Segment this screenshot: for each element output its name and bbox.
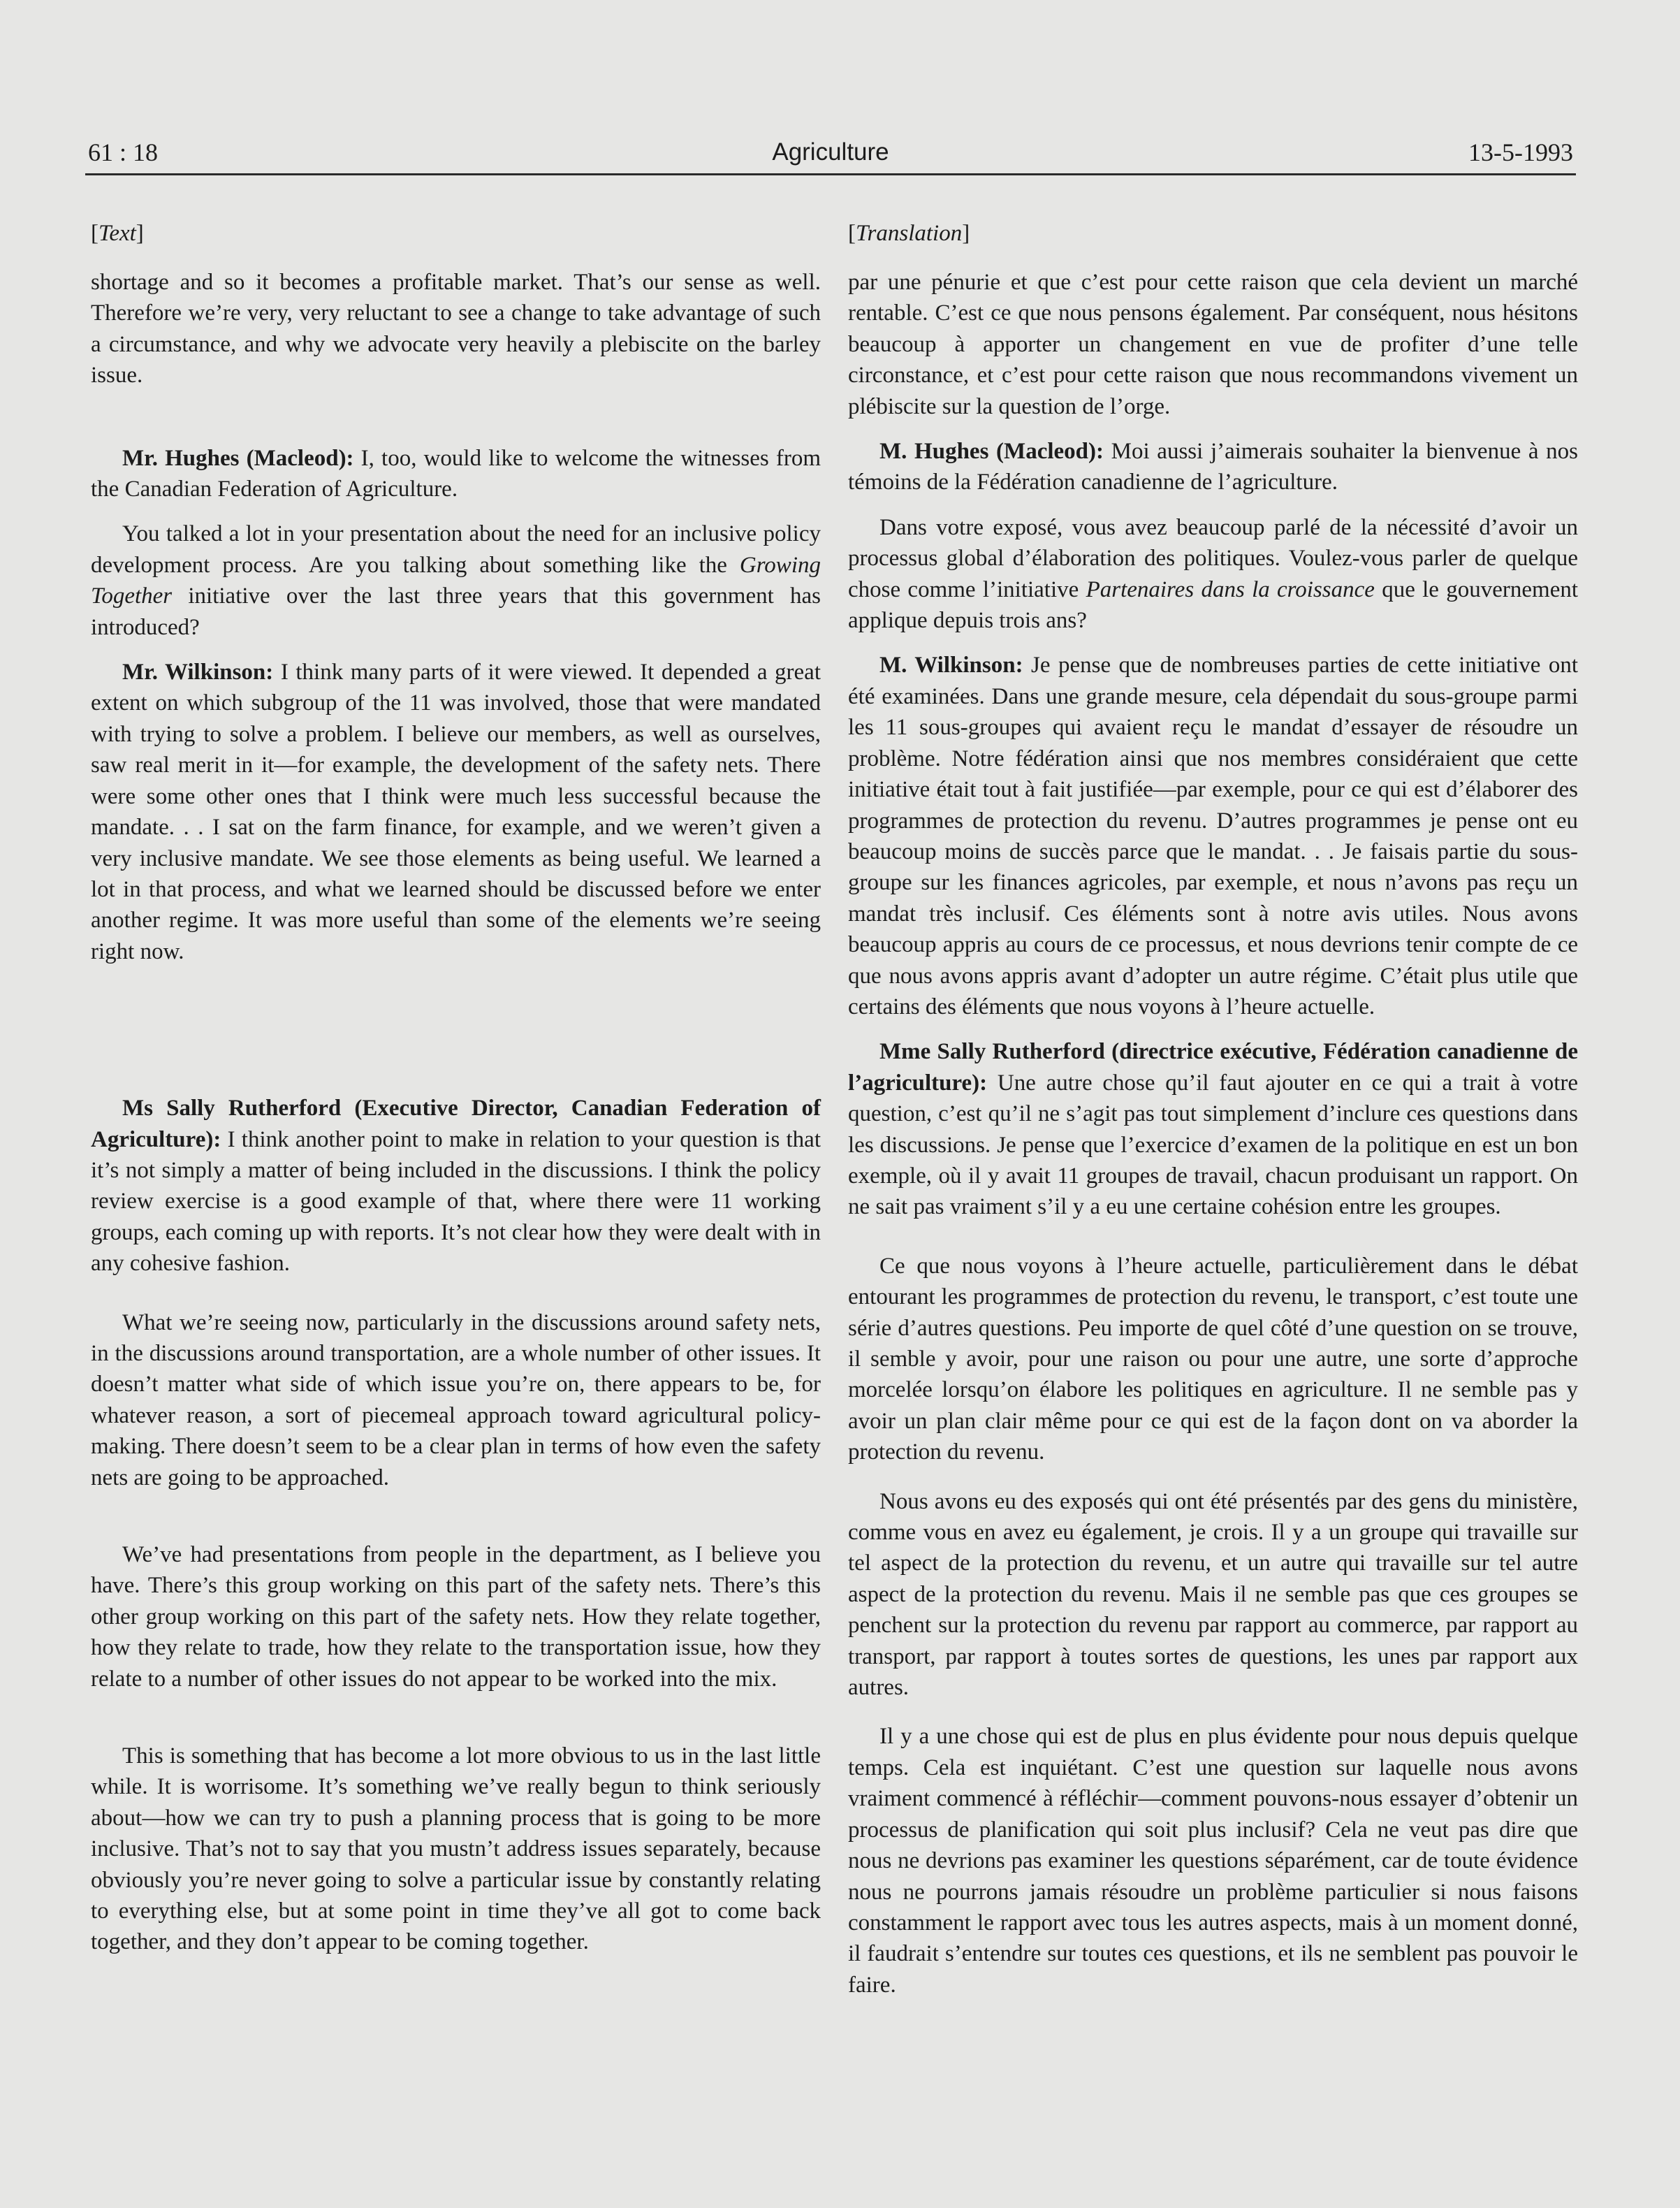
paragraph: par une pénurie et que c’est pour cette raison que cela devient un marché rentable. C’est ce que nous pensons également. Par conséquent, nous hésitons beaucoup à apporter un changement en vue de profiter d’une telle circonstance, et c’est pour cette raison que nous recommandons vivement un plébiscite sur la question de l’orge. xyxy=(848,270,1578,419)
text-tag: [Text] xyxy=(91,221,144,246)
speaker-paragraph: Mme Sally Rutherford (directrice exécutive, Fédération canadienne de l’agriculture): Une autre chose qu’il faut ajouter en ce qui a trait à votre question, c’est qu’il ne s’agit pas tout simplement d’inclure ces questions dans les discussions. Je pense que l’exercice d’examen de la politique en est un bon exemple, où il y avait 11 groupes de travail, chacun produisant un rapport. On ne sait pas vraiment s’il y a eu une certaine cohésion entre les groupes. xyxy=(848,1039,1578,1220)
initiative-title: Partenaires dans la croissance xyxy=(1086,576,1375,602)
session-date: 13-5-1993 xyxy=(1468,138,1573,166)
speaker-name: Mme Sally Rutherford (directrice exécutive, Fédération canadienne de l’agriculture): xyxy=(848,1039,1578,1096)
speaker-paragraph: Mr. Wilkinson: I think many parts of it were viewed. It depended a great extent on which subgroup of the 11 was involved, those that were mandated with trying to solve a problem. I believe our members, as well as ourselves, saw real merit in it—for example, the development of the safety nets. There were some other ones that I think were much less successful because the mandate. . . I sat on the farm finance, for example, and we weren’t given a very inclusive mandate. We see those elements as being useful. We learned a lot in that process, and what we learned should be discussed before we enter another regime. It was more useful than some of the elements we’re seeing right now. xyxy=(91,660,821,964)
paragraph: Ce que nous voyons à l’heure actuelle, particulièrement dans le débat entourant les programmes de protection du revenu, le transport, c’est toute une série d’autres questions. Peu importe de quel côté d’une question on se trouve, il semble y avoir, pour une raison ou pour une autre, une sorte d’approche morcelée lorsqu’on élabore les politiques en agriculture. Il ne semble pas y avoir un plan clair même pour ce qui est de la façon dont on va aborder la protection du revenu. xyxy=(848,1253,1578,1465)
speaker-name: M. Wilkinson: xyxy=(879,653,1023,678)
running-title: Agriculture xyxy=(772,138,889,166)
speaker-name: Mr. Wilkinson: xyxy=(122,660,274,685)
paragraph: Nous avons eu des exposés qui ont été présentés par des gens du ministère, comme vous en avez eu également, je crois. Il y a un groupe qui travaille sur tel aspect de la protection du revenu, et un autre qui travaille sur tel autre aspect de la protection du revenu. Mais il ne semble pas que ces groupes se penchent sur la protection du revenu par rapport au commerce, par rapport au transport, par rapport à toutes sortes de questions, les unes par rapport aux autres. xyxy=(848,1488,1578,1701)
speaker-name: Ms Sally Rutherford (Executive Director, Canadian Federation of Agriculture): xyxy=(91,1096,821,1152)
french-column xyxy=(848,218,1578,2000)
paragraph: We’ve had presentations from people in the department, as I believe you have. There’s this group working on this part of the safety nets. There’s this other group working on this part of the safety nets. How they relate together, how they relate to trade, how they relate to the transportation issue, how they relate to a number of other issues do not appear to be worked into the mix. xyxy=(91,1542,821,1692)
paragraph: shortage and so it becomes a profitable market. That’s our sense as well. Therefore we’re very, very reluctant to see a change to take advantage of such a circumstance, and why we advocate very heavily a plebiscite on the barley issue. xyxy=(91,270,821,388)
speaker-paragraph: Mr. Hughes (Macleod): I, too, would like to welcome the witnesses from the Canadian Federation of Agriculture. xyxy=(91,445,821,502)
speaker-paragraph: M. Hughes (Macleod): Moi aussi j’aimerais souhaiter la bienvenue à nos témoins de la Fédération canadienne de l’agriculture. xyxy=(848,439,1578,495)
speaker-name: Mr. Hughes (Macleod): xyxy=(122,445,354,471)
page-number: 61 : 18 xyxy=(88,138,159,166)
paragraph: You talked a lot in your presentation about the need for an inclusive policy development process. Are you talking about something like the Growing Together initiative over the last three years that this government has introduced? xyxy=(91,521,821,640)
translation-tag: [Translation] xyxy=(848,221,970,246)
page-header xyxy=(85,137,1576,175)
speaker-paragraph: M. Wilkinson: Je pense que de nombreuses parties de cette initiative ont été examinées. Dans une grande mesure, cela dépendait du sous-groupe parmi les 11 sous-groupes qui avaient reçu le mandat d’essayer de résoudre un problème. Notre fédération ainsi que nos membres considéraient que cette initiative était tout à fait justifiée—par exemple, pour ce qui est d’élaborer des programmes de protection du revenu. D’autres programmes je pense ont eu beaucoup moins de succès parce que le mandat. . . Je faisais partie du sous-groupe sur les finances agricoles, par exemple, et nous n’avons pas reçu un mandat très inclusif. Ces éléments sont à notre avis utiles. Nous avons beaucoup appris au cours de ce processus, et nous devrions tenir compte de ce que nous avons appris avant d’adopter un autre régime. C’était plus utile que certains des éléments que nous voyons à l’heure actuelle. xyxy=(848,653,1578,1019)
paragraph: What we’re seeing now, particularly in the discussions around safety nets, in the discussions around transportation, are a whole number of other issues. It doesn’t matter what side of which issue you’re on, there appears to be, for whatever reason, a sort of piecemeal approach toward agricultural policy-making. There doesn’t seem to be a clear plan in terms of how even the safety nets are going to be approached. xyxy=(91,1309,821,1490)
speaker-name: M. Hughes (Macleod): xyxy=(879,439,1104,465)
initiative-title: Growing Together xyxy=(91,552,821,609)
paragraph: Il y a une chose qui est de plus en plus évidente pour nous depuis quelque temps. Cela est inquiétant. C’est une question sur laquelle nous avons vraiment commencé à réfléchir—comment pouvons-nous essayer d’obtenir un processus de planification qui soit plus inclusif? Cela ne veut pas dire que nous ne devrions pas examiner les questions séparément, car de toute évidence nous ne pourrons jamais résoudre un problème particulier si nous faisons constamment le rapport avec tous les autres aspects, mais à un moment donné, il faudrait s’entendre sur toutes ces questions, et ils ne semblent pas pouvoir le faire. xyxy=(848,1724,1578,1998)
english-column xyxy=(91,218,821,1958)
paragraph: Dans votre exposé, vous avez beaucoup parlé de la nécessité d’avoir un processus global d’élaboration des politiques. Voulez-vous parler de quelque chose comme l’initiative Partenaires dans la croissance que le gouvernement applique depuis trois ans? xyxy=(848,514,1579,634)
speaker-paragraph: Ms Sally Rutherford (Executive Director, Canadian Federation of Agriculture): I think another point to make in relation to your question is that it’s not simply a matter of being included in the discussions. I think the policy review exercise is a good example of that, where there were 11 working groups, each coming up with reports. It’s not clear how they were dealt with in any cohesive fashion. xyxy=(91,1096,821,1277)
paragraph: This is something that has become a lot more obvious to us in the last little while. It is worrisome. It’s something we’ve really begun to think seriously about—how we can try to push a planning process that is going to be more inclusive. That’s not to say that you mustn’t address issues separately, because obviously you’re never going to solve a particular issue by constantly relating to everything else, but at some point in time they’ve all got to come back together, and they don’t appear to be coming together. xyxy=(91,1743,821,1955)
